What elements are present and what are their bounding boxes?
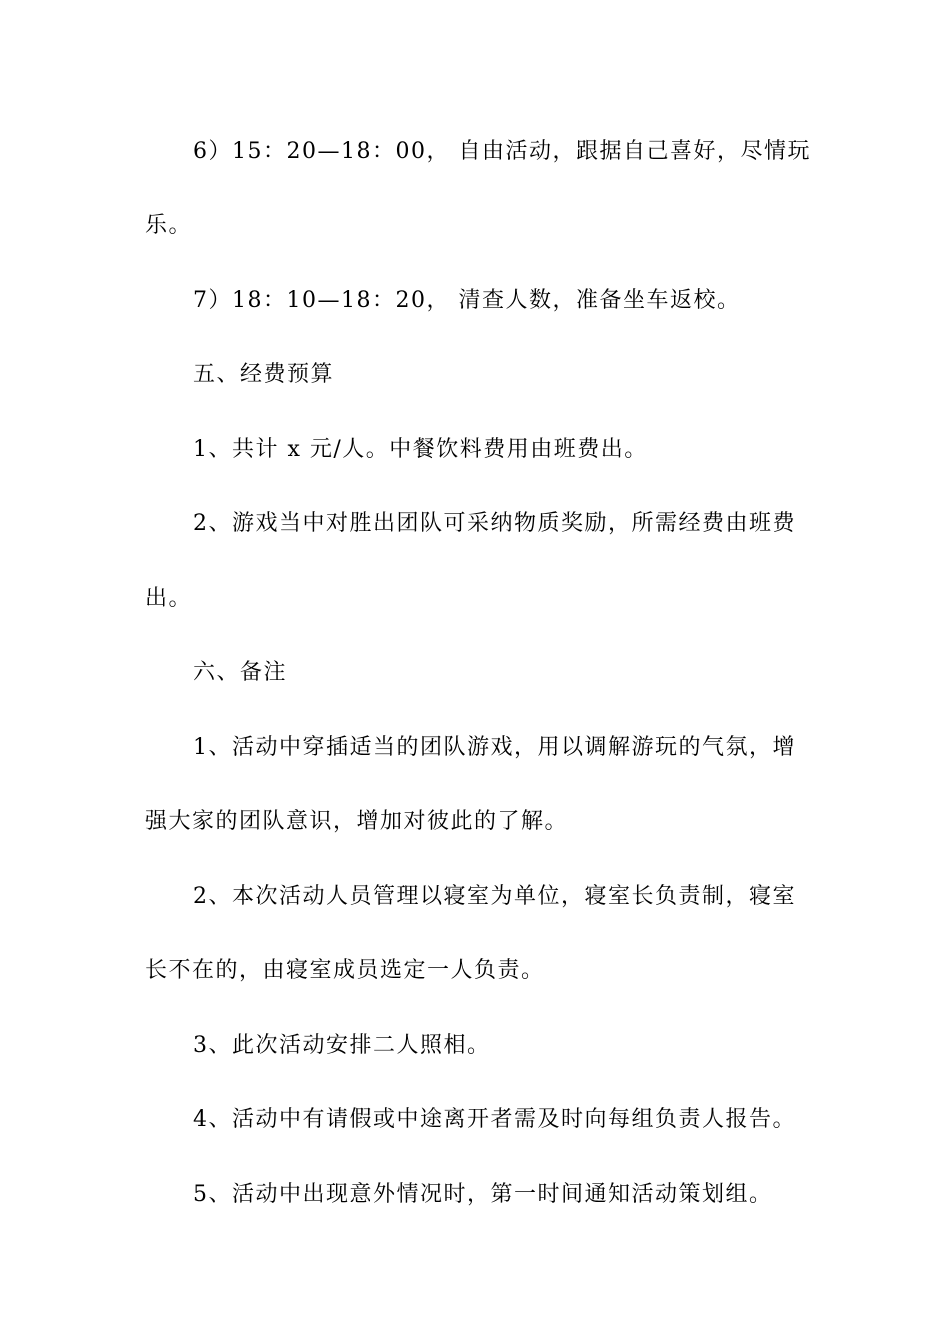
schedule-item-6-line-2: 乐。: [145, 213, 193, 238]
note-item-4: 4、活动中有请假或中途离开者需及时向每组负责人报告。: [193, 1107, 796, 1132]
note-item-1-line-2: 强大家的团队意识，增加对彼此的了解。: [145, 809, 569, 834]
budget-item-2-line-2: 出。: [145, 586, 193, 611]
note-item-2-line-2: 长不在的，由寝室成员选定一人负责。: [145, 958, 545, 983]
note-item-5: 5、活动中出现意外情况时，第一时间通知活动策划组。: [193, 1182, 773, 1207]
note-item-3: 3、此次活动安排二人照相。: [193, 1033, 491, 1058]
schedule-item-7: 7）18：10—18：20， 清查人数，准备坐车返校。: [193, 288, 741, 313]
note-item-2-line-1: 2、本次活动人员管理以寝室为单位，寝室长负责制，寝室: [193, 884, 796, 909]
section-6-heading: 六、备注: [193, 660, 288, 685]
budget-item-2-line-1: 2、游戏当中对胜出团队可采纳物质奖励，所需经费由班费: [193, 511, 796, 536]
section-5-heading: 五、经费预算: [193, 362, 335, 387]
schedule-item-6-line-1: 6）15：20—18：00， 自由活动，跟据自己喜好，尽情玩: [193, 139, 811, 164]
note-item-1-line-1: 1、活动中穿插适当的团队游戏，用以调解游玩的气氛，增: [193, 735, 796, 760]
budget-item-1: 1、共计 x 元/人。中餐饮料费用由班费出。: [193, 437, 648, 462]
